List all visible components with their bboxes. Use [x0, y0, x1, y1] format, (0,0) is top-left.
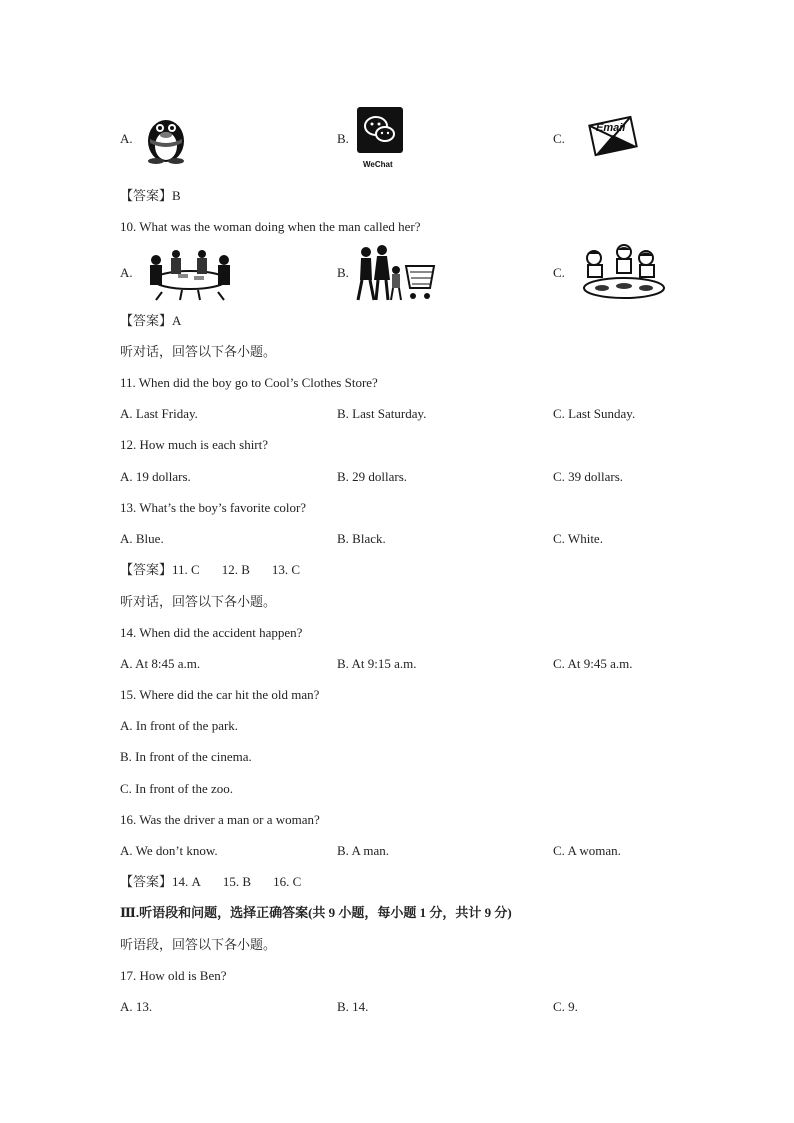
question-11: 11. When did the boy go to Cool’s Clothes Store? [120, 375, 378, 390]
family-dinner-picture [580, 244, 668, 306]
question-15: 15. Where did the car hit the old man? [120, 687, 320, 702]
answer-label: 【答案】 [120, 874, 173, 889]
wechat-icon [357, 107, 403, 169]
answer-label: 【答案】 [120, 562, 173, 577]
answer-11-13 [120, 562, 300, 578]
section-instruction-3: 听语段，回答以下各小题。 [120, 937, 277, 952]
q12-option-b: B. 29 dollars. [337, 469, 408, 484]
q14-option-a: A. At 8:45 a.m. [120, 656, 201, 671]
q13-option-c: C. White. [553, 531, 603, 546]
q14-option-c: C. At 9:45 a.m. [553, 656, 633, 671]
q16-option-c: C. A woman. [553, 843, 621, 858]
wechat-label: WeChat [363, 160, 393, 169]
q16-option-a: A. We don’t know. [120, 843, 218, 858]
email-envelope-icon [586, 111, 640, 165]
q9-option-b-label: B. [337, 131, 349, 146]
answer-item: 11. C [172, 562, 200, 577]
answer-item: 13. C [271, 562, 301, 577]
q9-option-a-label: A. [120, 131, 133, 146]
section-instruction-1: 听对话，回答以下各小题。 [120, 344, 277, 359]
answer-item: 16. C [273, 874, 302, 889]
q12-option-a: A. 19 dollars. [120, 469, 191, 484]
question-10: 10. What was the woman doing when the man called her? [120, 219, 421, 234]
answer-item: 14. A [172, 874, 201, 889]
q15-option-a: A. In front of the park. [120, 718, 239, 733]
question-12: 12. How much is each shirt? [120, 437, 269, 452]
q14-option-b: B. At 9:15 a.m. [337, 656, 417, 671]
q9-option-c-label: C. [553, 131, 565, 146]
answer-10: 【答案】A [120, 313, 182, 328]
q10-option-b-label: B. [337, 265, 349, 280]
q10-option-a-label: A. [120, 265, 133, 280]
q12-option-c: C. 39 dollars. [553, 469, 624, 484]
answer-item: 12. B [221, 562, 250, 577]
section-instruction-2: 听对话，回答以下各小题。 [120, 594, 277, 609]
q11-option-b: B. Last Saturday. [337, 406, 427, 421]
qq-penguin-icon [142, 110, 190, 168]
q17-option-c: C. 9. [553, 999, 578, 1014]
q15-option-b: B. In front of the cinema. [120, 749, 252, 764]
q16-option-b: B. A man. [337, 843, 390, 858]
section-3-heading: Ⅲ.听语段和问题，选择正确答案(共 9 小题，每小题 1 分，共计 9 分) [120, 905, 512, 920]
email-logo-text: Email [596, 122, 626, 134]
q13-option-b: B. Black. [337, 531, 386, 546]
q13-option-a: A. Blue. [120, 531, 164, 546]
q17-option-a: A. 13. [120, 999, 153, 1014]
question-16: 16. Was the driver a man or a woman? [120, 812, 320, 827]
q11-option-c: C. Last Sunday. [553, 406, 636, 421]
answer-14-16 [120, 874, 301, 890]
q10-option-c-label: C. [553, 265, 565, 280]
answer-item: 15. B [222, 874, 252, 889]
answer-9: 【答案】B [120, 188, 181, 203]
q17-option-b: B. 14. [337, 999, 369, 1014]
question-13: 13. What’s the boy’s favorite color? [120, 500, 307, 515]
question-14: 14. When did the accident happen? [120, 625, 303, 640]
question-17: 17. How old is Ben? [120, 968, 227, 983]
meeting-table-picture [142, 244, 238, 306]
q11-option-a: A. Last Friday. [120, 406, 198, 421]
q15-option-c: C. In front of the zoo. [120, 781, 234, 796]
family-shopping-cart-picture [356, 244, 438, 306]
